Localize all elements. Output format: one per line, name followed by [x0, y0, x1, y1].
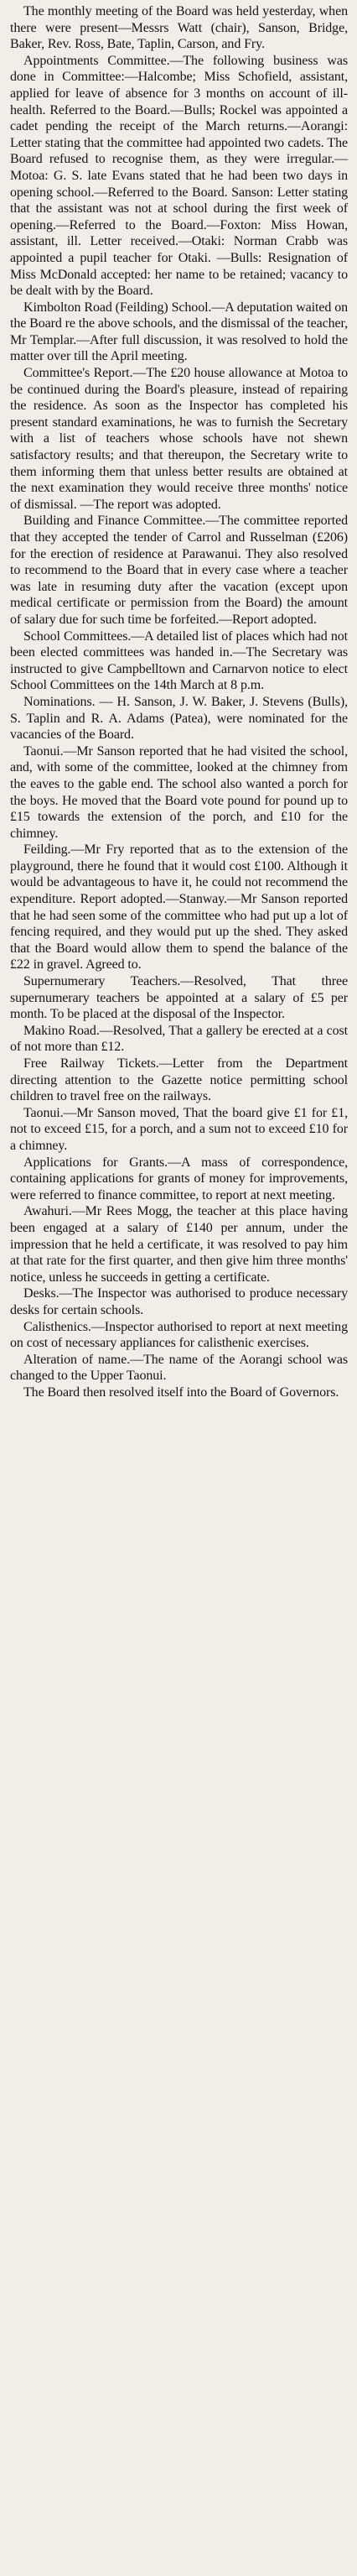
- paragraph-applications-for-grants: Applications for Grants.—A mass of correspondence, containing applications for grants of money for improvements, were referred to finance committee, to report at next meeting.: [10, 1155, 348, 1202]
- paragraph-board-of-governors: The Board then resolved itself into the Board of Governors.: [23, 1384, 339, 1400]
- paragraph-taonui-motion: Taonui.—Mr Sanson moved, That the board give £1 for £1, not to exceed £15, for a porch, and a sum not to exceed £10 for a chimney.: [10, 1105, 348, 1153]
- paragraph-appointments-committee: Appointments Committee.—The following business was done in Committee:—Halcombe; Miss Schofield, assistant, applied for leave of absence for 3 months on account of ill-health. Referred to the Board.—Bulls; Rockel was appointed a cadet pending the receipt of the March returns.—Aorangi: Letter stating that the committee had appointed two cadets. The Board refused to recognise them, as they were irregular.—Motoa: G. S. late Evans stated that he had been two days in opening school.—Referred to the Board. Sanson: Letter stating that the assistant was not at school during the first week of opening.—Referred to the Board.—Foxton: Miss Howan, assistant, ill. Letter received.—Otaki: Norman Crabb was appointed a pupil teacher for Otaki. —Bulls: Resignation of Miss McDonald accepted: her name to be retained; vacancy to be dealt with by the Board.: [10, 53, 348, 299]
- paragraph-free-railway-tickets: Free Railway Tickets.—Letter from the Department directing attention to the Gazette notice permitting school children to travel free on the railways.: [10, 1056, 348, 1104]
- paragraph-building-finance-committee: Building and Finance Committee.—The committee reported that they accepted the tender of Carrol and Russelman (£206) for the erection of residence at Parawanui. They also resolved to recommend to the Board that in every case where a teacher was late in resuming duty after the vacation (except upon medical certificate or permission from the Board) the amount of salary due for such time be forfeited.—Report adopted.: [10, 514, 348, 627]
- paragraph-opening: The monthly meeting of the Board was held yesterday, when there were present—Messrs Watt (chair), Sanson, Bridge, Baker, Rev. Ross, Bate, Taplin, Carson, and Fry.: [10, 4, 348, 52]
- paragraph-supernumerary-teachers: Supernumerary Teachers.—Resolved, That three supernumerary teachers be appointed at a salary of £5 per month. To be placed at the disposal of the Inspector.: [10, 974, 348, 1022]
- paragraph-school-committees: School Committees.—A detailed list of places which had not been elected committees was handed in.—The Secretary was instructed to give Campbelltown and Carnarvon notice to elect School Committees on the 14th March at 8 p.m.: [10, 628, 348, 693]
- paragraph-calisthenics: Calisthenics.—Inspector authorised to report at next meeting on cost of necessary appliances for calisthenic exercises.: [10, 1319, 348, 1351]
- paragraph-kimbolton-road-school: Kimbolton Road (Feilding) School.—A deputation waited on the Board re the above schools, and the dismissal of the teacher, Mr Templar.—After full discussion, it was resolved to hold the matter over till the April meeting.: [10, 300, 348, 364]
- paragraph-taonui-report: Taonui.—Mr Sanson reported that he had visited the school, and, with some of the committee, looked at the chimney from the eaves to the gable end. The school also wanted a porch for the boys. He moved that the Board vote pound for pound up to £15 towards the extension of the porch, and £10 for the chimney.: [10, 743, 348, 841]
- paragraph-committees-report: Committee's Report.—The £20 house allowance at Motoa to be continued during the Board's pleasure, instead of repairing the residence. As soon as the Inspector has completed his present standard examinations, he was to furnish the Secretary with a list of teachers whose schools have not shewn satisfactory results; and that thereupon, the Secretary write to them informing them that unless better results are obtained at the next examination they would receive three months' notice of dismissal. —The report was adopted.: [10, 366, 348, 512]
- paragraph-awahuri: Awahuri.—Mr Rees Mogg, the teacher at this place having been engaged at a salary of £140 per annum, under the impression that he held a certificate, it was resolved to pay him at that rate for the first quarter, and then give him three months' notice, unless he succeeds in getting a certificate.: [10, 1204, 348, 1285]
- paragraph-nominations: Nominations. — H. Sanson, J. W. Baker, J. Stevens (Bulls), S. Taplin and R. A. Adams (Patea), were nominated for the vacancies of the Board.: [10, 694, 348, 743]
- paragraph-alteration-of-name: Alteration of name.—The name of the Aorangi school was changed to the Upper Taonui.: [10, 1352, 348, 1384]
- paragraph-desks: Desks.—The Inspector was authorised to produce necessary desks for certain schools.: [10, 1286, 348, 1317]
- paragraph-feilding: Feilding.—Mr Fry reported that as to the extension of the playground, there he found that it would cost £100. Although it would be advantageous to have it, he could not recommend the expenditure. Report adopted.—Stanway.—Mr Sanson reported that he had seen some of the committee who had put up a lot of fencing required, and they would put up the shed. They asked that the Board would allow them to spend the balance of the £22 in gravel. Agreed to.: [10, 842, 348, 973]
- paragraph-makino-road: Makino Road.—Resolved, That a gallery be erected at a cost of not more than £12.: [10, 1023, 348, 1055]
